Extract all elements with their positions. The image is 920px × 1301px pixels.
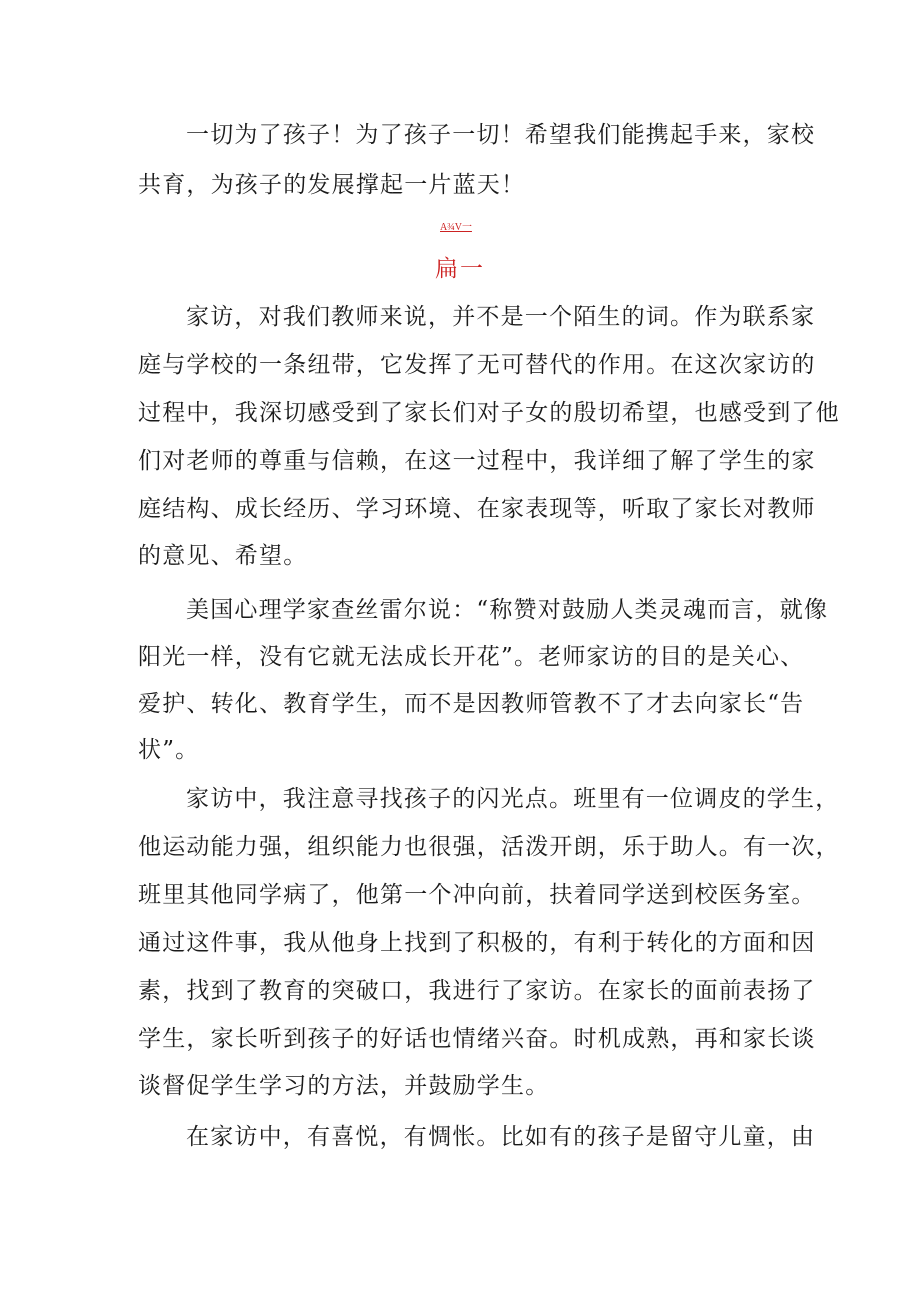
intro-line-2: 共育，为孩子的发展撑起一片蓝天！ [138, 172, 526, 198]
section-title: 扁一 [435, 256, 485, 282]
paragraph-3-line-6: 学生，家长听到孩子的好话也情绪兴奋。时机成熟，再和家长谈 [138, 1026, 816, 1052]
paragraph-3-line-3: 班里其他同学病了，他第一个冲向前，扶着同学送到校医务室。 [138, 882, 816, 908]
paragraph-2-line-2: 阳光一样，没有它就无法成长开花”。老师家访的目的是关心、 [138, 644, 805, 670]
paragraph-1-line-4: 们对老师的尊重与信赖，在这一过程中，我详细了解了学生的家 [138, 448, 816, 474]
paragraph-3-line-7: 谈督促学生学习的方法，并鼓励学生。 [138, 1073, 550, 1099]
paragraph-2-line-3: 爱护、转化、教育学生，而不是因教师管教不了才去向家长“告 [138, 691, 805, 717]
paragraph-2-line-4: 状”。 [138, 737, 200, 763]
intro-line-1: 一切为了孩子！为了孩子一切！希望我们能携起手来，家校 [186, 122, 816, 148]
paragraph-2-line-1: 美国心理学家查丝雷尔说：“称赞对鼓励人类灵魂而言，就像 [186, 597, 829, 623]
paragraph-1-line-1: 家访，对我们教师来说，并不是一个陌生的词。作为联系家 [186, 304, 816, 330]
paragraph-3-line-2: 他运动能力强，组织能力也很强，活泼开朗，乐于助人。有一次， [138, 834, 840, 860]
paragraph-3-line-1: 家访中，我注意寻找孩子的闪光点。班里有一位调皮的学生， [186, 786, 840, 812]
paragraph-3-line-4: 通过这件事，我从他身上找到了积极的，有利于转化的方面和因 [138, 930, 816, 956]
paragraph-4-line-1: 在家访中，有喜悦，有惆怅。比如有的孩子是留守儿童，由 [186, 1124, 816, 1150]
paragraph-3-line-5: 素，找到了教育的突破口，我进行了家访。在家长的面前表扬了 [138, 978, 816, 1004]
paragraph-1-line-6: 的意见、希望。 [138, 543, 308, 569]
paragraph-1-line-3: 过程中，我深切感受到了家长们对子女的殷切希望，也感受到了他 [138, 400, 840, 426]
section-marker: A¾V一 [440, 222, 472, 233]
paragraph-1-line-2: 庭与学校的一条纽带，它发挥了无可替代的作用。在这次家访的 [138, 352, 816, 378]
paragraph-1-line-5: 庭结构、成长经历、学习环境、在家表现等，听取了家长对教师 [138, 496, 816, 522]
